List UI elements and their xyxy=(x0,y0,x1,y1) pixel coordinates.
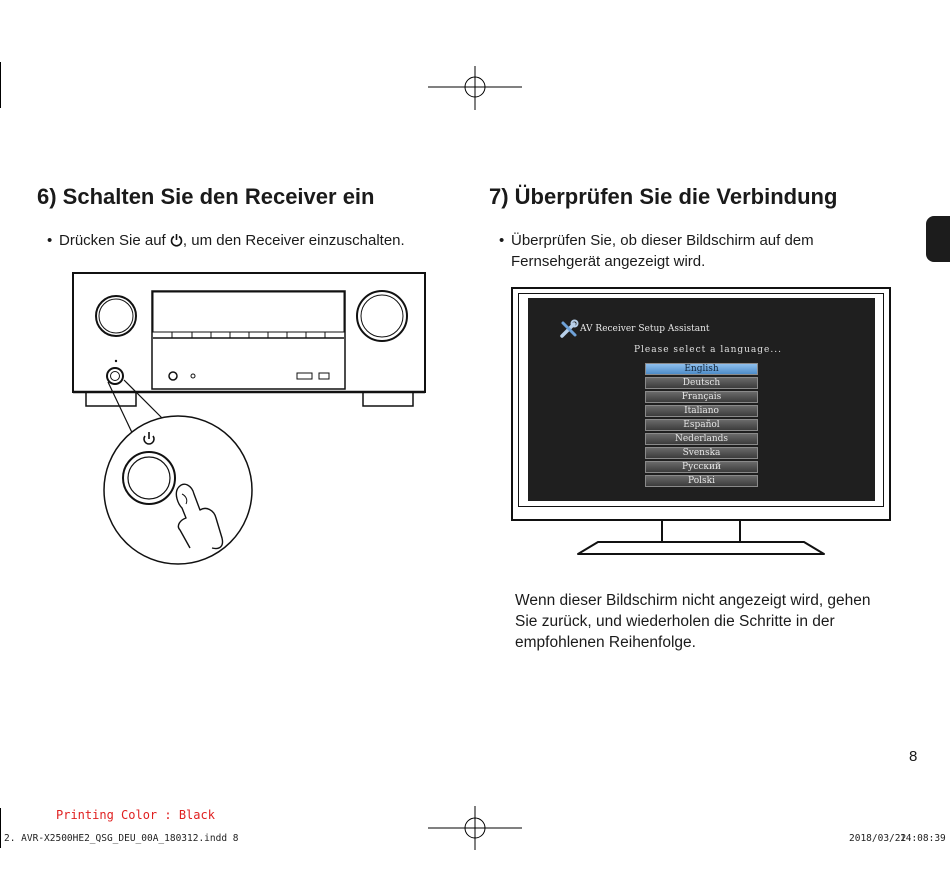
right-bullet: • Überprüfen Sie, ob dieser Bildschirm auf dem Fernsehgerät angezeigt wird. xyxy=(499,232,814,270)
right-note: Wenn dieser Bildschirm nicht angezeigt wird, gehen Sie zurück, und wiederholen die Schritte in der empfohlenen Reihenfolge. xyxy=(515,592,871,651)
language-button-english[interactable]: English xyxy=(645,363,758,375)
footer-time: 14:08:39 xyxy=(900,833,946,844)
left-heading: 6) Schalten Sie den Receiver ein xyxy=(37,184,375,209)
registration-mark-bottom xyxy=(428,806,522,850)
language-button-deutsch[interactable]: Deutsch xyxy=(645,377,758,389)
left-bullet: • Drücken Sie auf , um den Receiver einzuschalten. xyxy=(47,232,405,249)
crop-line-left-top xyxy=(0,62,1,108)
language-button-francais[interactable]: Français xyxy=(645,391,758,403)
language-button-italiano[interactable]: Italiano xyxy=(645,405,758,417)
wrench-icon xyxy=(559,319,579,339)
page-number: 8 xyxy=(909,748,918,765)
language-button-russian[interactable]: Русский xyxy=(645,461,758,473)
tv-stand xyxy=(576,540,826,556)
right-heading: 7) Überprüfen Sie die Verbindung xyxy=(489,184,838,209)
language-button-nederlands[interactable]: Nederlands xyxy=(645,433,758,445)
receiver-illustration xyxy=(60,268,440,568)
language-button-espanol[interactable]: Español xyxy=(645,419,758,431)
language-button-svenska[interactable]: Svenska xyxy=(645,447,758,459)
tv-setup-title: AV Receiver Setup Assistant xyxy=(580,324,710,334)
printing-color-note: Printing Color : Black xyxy=(56,808,215,822)
footer-date: 2018/03/22 xyxy=(849,833,907,844)
bullet-dot: • xyxy=(499,232,505,249)
tv-setup-prompt: Please select a language... xyxy=(634,345,782,355)
registration-mark-top xyxy=(428,66,522,110)
footer-filename: 2. AVR-X2500HE2_QSG_DEU_00A_180312.indd 8 xyxy=(4,833,239,844)
bullet-dot: • xyxy=(47,232,53,249)
language-button-polski[interactable]: Polski xyxy=(645,475,758,487)
power-icon xyxy=(170,233,183,247)
crop-line-left-bottom xyxy=(0,808,1,848)
